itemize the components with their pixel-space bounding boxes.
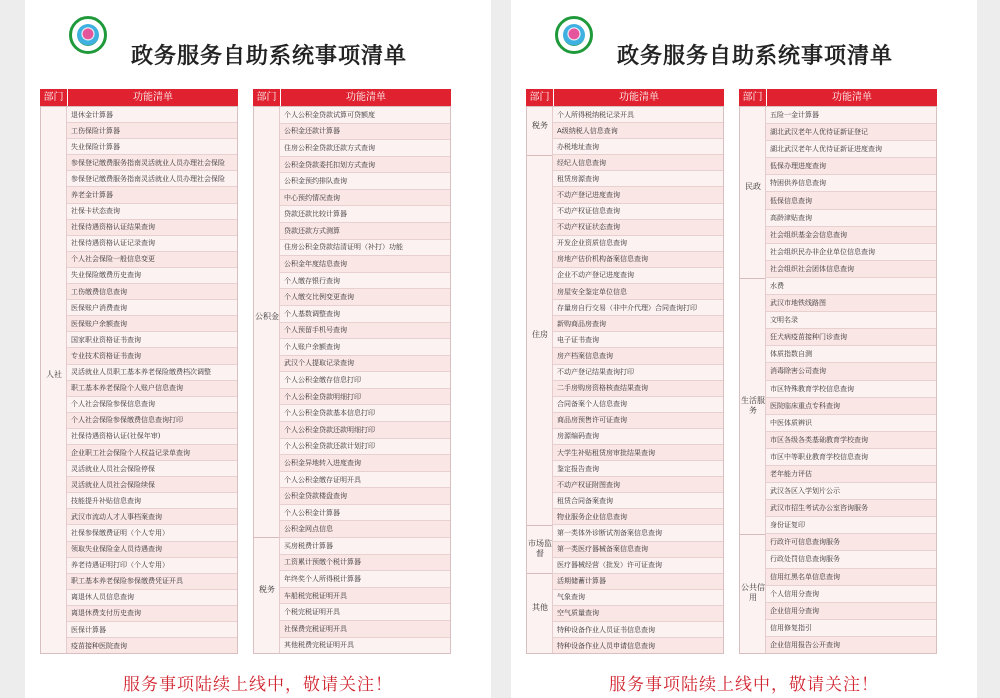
list-item: 工伤缴费信息查询 [67, 284, 237, 300]
list-item: 二手房购房资格核查结果查询 [553, 381, 723, 397]
list-item: 疫苗接种医院查询 [67, 638, 237, 653]
list-item: 住房公积金贷款还款方式查询 [280, 140, 450, 157]
list-item: 职工基本养老保险参保缴费凭证开具 [67, 574, 237, 590]
list-item: 买房税费计算器 [280, 538, 450, 555]
list-item: 信用修复指引 [766, 620, 936, 637]
list-item: 不动产权证附图查询 [553, 477, 723, 493]
list-item: 信用红黑名单信息查询 [766, 569, 936, 586]
list-item: 气象查询 [553, 590, 723, 606]
list-item: 养老待遇证明打印（个人专用） [67, 558, 237, 574]
list-item: 职工基本养老保险个人账户信息查询 [67, 381, 237, 397]
list-item: 房地产估价机构备案信息查询 [553, 252, 723, 268]
page-title: 政务服务自助系统事项清单 [131, 44, 408, 69]
list-item: 个人缴交比例变更查询 [280, 289, 450, 306]
list-item: 狂犬病疫苗接种门诊查询 [766, 329, 936, 346]
list-item: 企业信用报告公开查询 [766, 637, 936, 653]
list-item: 不动产登记进度查询 [553, 187, 723, 203]
func-header: 功能清单 [832, 92, 872, 103]
dept-label: 税务 [532, 121, 548, 131]
list-item: 退休金计算器 [67, 107, 237, 123]
right-page [511, 0, 977, 698]
list-item: 离退休人员信息查询 [67, 590, 237, 606]
list-item: 公积金预约排队查询 [280, 173, 450, 190]
list-item: 水费 [766, 278, 936, 295]
dept-header: 部门 [40, 89, 68, 106]
list-item: 身份证复印 [766, 517, 936, 534]
list-column [526, 89, 724, 654]
list-item: 工伤保险计算器 [67, 123, 237, 139]
list-item: 武汉各区入学划片公示 [766, 483, 936, 500]
list-item: 失业保险计算器 [67, 139, 237, 155]
list-item: 其他税费完税证明开具 [284, 641, 354, 650]
list-item: 个人缴存银行查询 [280, 273, 450, 290]
list-item: 老年能力评估 [766, 466, 936, 483]
dept-label: 住房 [532, 329, 548, 339]
list-item: 不动产权证状态查询 [553, 220, 723, 236]
table-header [40, 89, 238, 106]
list-item: 鉴定报告查询 [553, 461, 723, 477]
list-item: 中医体质辨识 [766, 415, 936, 432]
list-item: 公积金网点信息 [280, 521, 450, 538]
dept-label: 人社 [46, 370, 62, 379]
list-item: 新购商品房查询 [553, 316, 723, 332]
list-item: 开发企业资质信息查询 [553, 236, 723, 252]
list-item: 个人账户余额查询 [280, 339, 450, 356]
list-item: 医保账户消费查询 [67, 300, 237, 316]
page-title: 政务服务自助系统事项清单 [617, 44, 894, 69]
table-header [253, 89, 451, 106]
list-item: 贷款还款方式测算 [280, 223, 450, 240]
item-list [553, 107, 723, 653]
list-item: 大学生补贴租赁房审批结果查询 [553, 445, 723, 461]
list-item: 个人社会保险一般信息变更 [67, 252, 237, 268]
dept-label: 市场监督 [528, 538, 552, 558]
table-body [253, 106, 451, 654]
list-item: 个人公积金缴存证明开具 [280, 472, 450, 489]
list-item: 医院临床重点专科查询 [766, 398, 936, 415]
list-item: 车船税完税证明开具 [280, 588, 450, 605]
list-item: 公积金还款计算器 [280, 124, 450, 141]
list-item: 合同备案个人信息查询 [553, 397, 723, 413]
func-header: 功能清单 [346, 92, 386, 103]
list-item: 特困供养信息查询 [766, 175, 936, 192]
list-item: 工资累计预缴个税计算器 [280, 555, 450, 572]
item-list [67, 107, 237, 653]
list-item: 国家职业资格证书查询 [67, 332, 237, 348]
list-item: 社会组织基金会信息查询 [766, 227, 936, 244]
list-item: 湖北武汉老年人优待证新证登记 [766, 124, 936, 141]
government-logo-icon [69, 16, 107, 54]
list-item: 社会组织社会团体信息查询 [766, 261, 936, 278]
dept-label: 公积金 [255, 312, 279, 322]
government-logo-icon [555, 16, 593, 54]
table-body [739, 106, 937, 654]
dept-cells [254, 107, 280, 653]
list-item: 年终奖个人所得税计算器 [280, 571, 450, 588]
list-item: 个人公积金缴存信息打印 [280, 372, 450, 389]
dept-label: 公共信用 [741, 583, 765, 603]
list-item: 养老金计算器 [67, 187, 237, 203]
dept-divider [740, 278, 765, 279]
dept-divider [254, 537, 279, 538]
list-item: 市区特殊教育学校信息查询 [766, 381, 936, 398]
dept-divider [527, 155, 552, 156]
list-item: 湖北武汉老年人优待证新证进度查询 [766, 141, 936, 158]
list-item: 失业保险缴费历史查询 [67, 268, 237, 284]
list-item: 低保办理进度查询 [766, 158, 936, 175]
list-item: A级纳税人信息查询 [553, 123, 723, 139]
list-item: 五险一金计算器 [766, 107, 936, 124]
list-item: 社保待遇资格认证结果查询 [67, 220, 237, 236]
list-item: 消毒除害公司查询 [766, 363, 936, 380]
list-item: 房屋安全鉴定单位信息 [553, 284, 723, 300]
dept-label: 民政 [745, 182, 761, 192]
list-item: 个税完税证明开具 [280, 604, 450, 621]
list-item: 个人公积金贷款还款明细打印 [280, 422, 450, 439]
list-item: 公积金异地转入进度查询 [280, 455, 450, 472]
list-item: 中心预约情况查询 [280, 190, 450, 207]
list-item: 技能提升补贴信息查询 [67, 493, 237, 509]
list-item: 个人公积金贷款明细打印 [280, 389, 450, 406]
left-page [25, 0, 491, 698]
item-list [280, 107, 450, 653]
list-item: 社保待遇资格认证(社保年审) [67, 429, 237, 445]
list-item: 灵活就业人员职工基本养老保险缴费档次调整 [67, 365, 237, 381]
list-item: 公积金年度结息查询 [280, 256, 450, 273]
list-item: 不动产登记结果查询打印 [553, 365, 723, 381]
list-item: 社保参保缴费证明（个人专用） [67, 525, 237, 541]
footer-notice: 服务事项陆续上线中，敬请关注！ [609, 675, 879, 695]
list-item: 市区各级各类基础教育学校查询 [766, 432, 936, 449]
func-header: 功能清单 [133, 92, 173, 103]
table-header [526, 89, 724, 106]
list-item: 特种设备作业人员申请信息查询 [553, 638, 723, 653]
list-item: 企业职工社会保险个人权益记录单查询 [67, 445, 237, 461]
list-item: 社保费完税证明开具 [280, 621, 450, 638]
dept-label: 生活服务 [741, 395, 765, 415]
list-item: 存量房自行交易（非中介代理）合同查询打印 [553, 300, 723, 316]
dept-divider [527, 525, 552, 526]
list-item: 活期储蓄计算器 [553, 574, 723, 590]
dept-divider [527, 573, 552, 574]
func-header: 功能清单 [619, 92, 659, 103]
list-item: 参保登记缴费服务指南灵活就业人员办理社会保险 [67, 155, 237, 171]
list-item: 医疗器械经营（批发）许可证查询 [553, 558, 723, 574]
list-item: 房产档案信息查询 [553, 348, 723, 364]
table-body [526, 106, 724, 654]
list-item: 领取失业保险金人员待遇查询 [67, 542, 237, 558]
list-column [40, 89, 238, 654]
list-item: 医保账户余额查询 [67, 316, 237, 332]
list-item: 个人所得税纳税记录开具 [553, 107, 723, 123]
list-item: 武汉市流动人才人事档案查询 [67, 509, 237, 525]
list-item: 行政许可信息查询服务 [766, 534, 936, 551]
list-item: 文明名录 [766, 312, 936, 329]
list-item: 社保待遇资格认证记录查询 [67, 236, 237, 252]
list-item: 第一类体外诊断试剂备案信息查询 [553, 525, 723, 541]
list-item: 电子证书查询 [553, 332, 723, 348]
list-column [739, 89, 937, 654]
list-item: 个人预留手机号查询 [280, 323, 450, 340]
list-item: 空气质量查询 [553, 606, 723, 622]
dept-label: 其他 [532, 602, 548, 612]
list-item: 个人社会保险参保缴费信息查询打印 [67, 413, 237, 429]
list-item: 办税地址查询 [553, 139, 723, 155]
list-item: 武汉市招生考试办公室咨询服务 [766, 500, 936, 517]
list-item: 企业信用分查询 [766, 603, 936, 620]
list-item: 专业技术资格证书查询 [67, 348, 237, 364]
list-item: 高龄津贴查询 [766, 210, 936, 227]
list-item: 第一类医疗器械备案信息查询 [553, 542, 723, 558]
list-item: 个人公积金贷款试算可贷额度 [280, 107, 450, 124]
dept-divider [740, 534, 765, 535]
list-item: 租赁合同备案查询 [553, 493, 723, 509]
list-item: 医保计算器 [67, 622, 237, 638]
list-item: 体质指数自测 [766, 346, 936, 363]
list-item: 社保卡状态查询 [67, 204, 237, 220]
list-item: 个人社会保险参保信息查询 [67, 397, 237, 413]
list-item: 经纪人信息查询 [553, 155, 723, 171]
dept-cells [41, 107, 67, 653]
list-item: 房源编码查询 [553, 429, 723, 445]
list-item: 住房公积金贷款结清证明（补打）功能 [280, 240, 450, 257]
list-item: 行政处罚信息查询服务 [766, 551, 936, 568]
list-item: 特种设备作业人员证书信息查询 [553, 622, 723, 638]
dept-header: 部门 [739, 89, 767, 106]
list-item: 个人信用分查询 [766, 586, 936, 603]
dept-cells [527, 107, 553, 653]
list-item: 公积金贷款楼盘查询 [280, 488, 450, 505]
list-item: 物业服务企业信息查询 [553, 509, 723, 525]
table-body [40, 106, 238, 654]
dept-cells [740, 107, 766, 653]
list-item: 个人公积金贷款还款计划打印 [280, 439, 450, 456]
list-item: 个人基数调整查询 [280, 306, 450, 323]
dept-label: 税务 [259, 585, 275, 595]
list-column [253, 89, 451, 654]
dept-header: 部门 [526, 89, 554, 106]
list-item: 不动产权证信息查询 [553, 204, 723, 220]
item-list [766, 107, 936, 653]
list-item: 商品房预售许可证查询 [553, 413, 723, 429]
dept-header: 部门 [253, 89, 281, 106]
list-item: 灵活就业人员社会保险续保 [67, 477, 237, 493]
list-item: 个人公积金计算器 [280, 505, 450, 522]
list-item: 低保信息查询 [766, 192, 936, 209]
table-header [739, 89, 937, 106]
list-item: 武汉市地铁线路图 [766, 295, 936, 312]
list-item: 租赁房源查询 [553, 171, 723, 187]
list-item: 个人公积金贷款基本信息打印 [280, 405, 450, 422]
list-item: 公积金贷款委托扣划方式查询 [280, 157, 450, 174]
list-item: 社会组织民办非企业单位信息查询 [766, 244, 936, 261]
footer-notice: 服务事项陆续上线中，敬请关注！ [123, 675, 393, 695]
list-item: 贷款还款比较计算器 [280, 206, 450, 223]
list-item: 武汉个人提取记录查询 [280, 356, 450, 373]
list-item: 市区中等职业教育学校信息查询 [766, 449, 936, 466]
list-item: 参保登记缴费服务指南灵活就业人员办理社会保险 [67, 171, 237, 187]
list-item: 企业不动产登记进度查询 [553, 268, 723, 284]
list-item: 离退休费支付历史查询 [67, 606, 237, 622]
list-item: 灵活就业人员社会保险停保 [67, 461, 237, 477]
